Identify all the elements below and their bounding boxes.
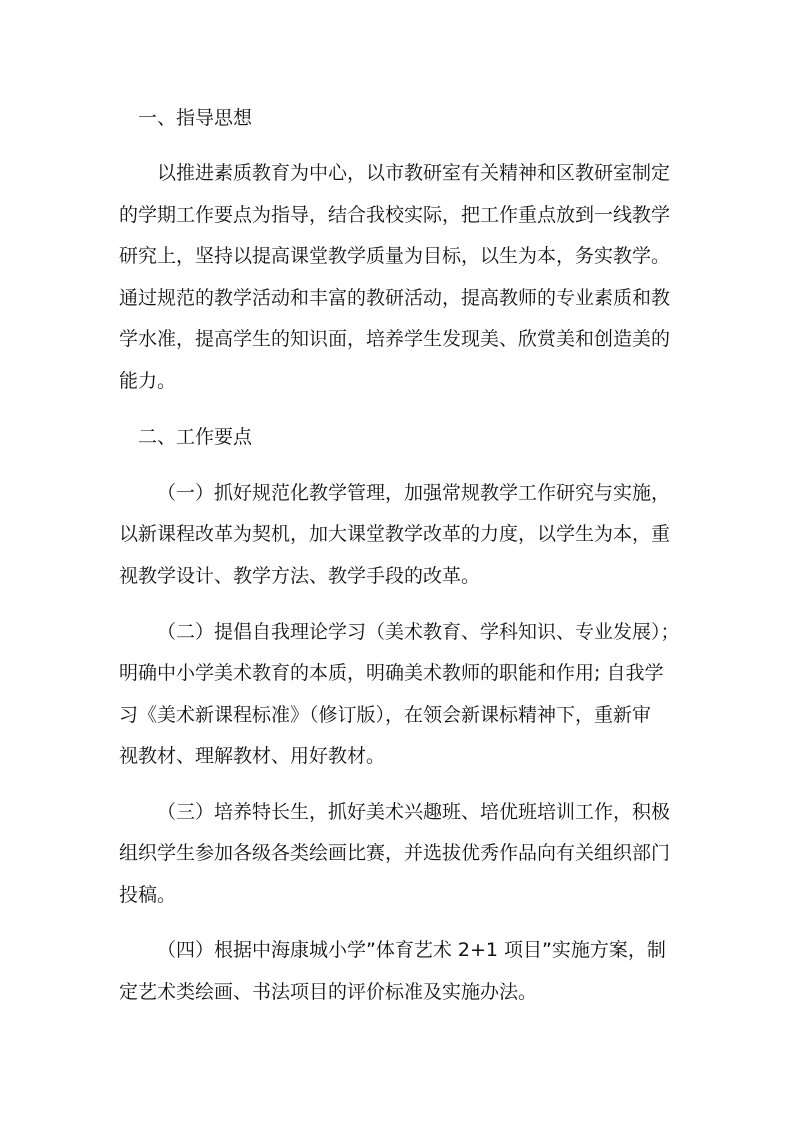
item-line: （二）提倡自我理论学习（美术教育、学科知识、专业发展）； [157,621,680,643]
item-line: 组织学生参加各级各类绘画比赛，并选拔优秀作品向有关组织部门 [119,842,671,864]
section-heading-guiding-thought: 一、指导思想 [138,107,253,129]
paragraph-line: 学水准，提高学生的知识面，培养学生发现美、欣赏美和创造美的 [119,328,671,350]
item-line: 定艺术类绘画、书法项目的评价标准及实施办法。 [119,981,538,1003]
paragraph-line: 研究上，坚持以提高课堂教学质量为目标，以生为本，务实教学。 [119,245,671,267]
item-line: 以新课程改革为契机，加大课堂教学改革的力度，以学生为本，重 [119,523,671,545]
item-line: 视教学设计、教学方法、教学手段的改革。 [119,565,481,587]
paragraph-line: 能力。 [119,370,177,392]
paragraph-line: 以推进素质教育为中心，以市教研室有关精神和区教研室制定 [157,162,671,184]
item-line: 明确中小学美术教育的本质，明确美术教师的职能和作用; 自我学 [119,662,664,684]
item-line: 视教材、理解教材、用好教材。 [119,745,386,767]
item-line: （三）培养特长生，抓好美术兴趣班、培优班培训工作，积极 [157,801,671,823]
item-line: （一）抓好规范化教学管理，加强常规教学工作研究与实施， [157,482,671,504]
item-line: 习《美术新课程标准》（修订版），在领会新课标精神下，重新审 [119,704,652,726]
paragraph-line: 的学期工作要点为指导，结合我校实际，把工作重点放到一线教学 [119,204,671,226]
section-heading-work-points: 二、工作要点 [138,426,253,448]
item-line: （四）根据中海康城小学”体育艺术 2+1 项目”实施方案，制 [157,939,666,961]
paragraph-line: 通过规范的教学活动和丰富的教研活动，提高教师的专业素质和教 [119,287,671,309]
item-line: 投稿。 [119,884,177,906]
